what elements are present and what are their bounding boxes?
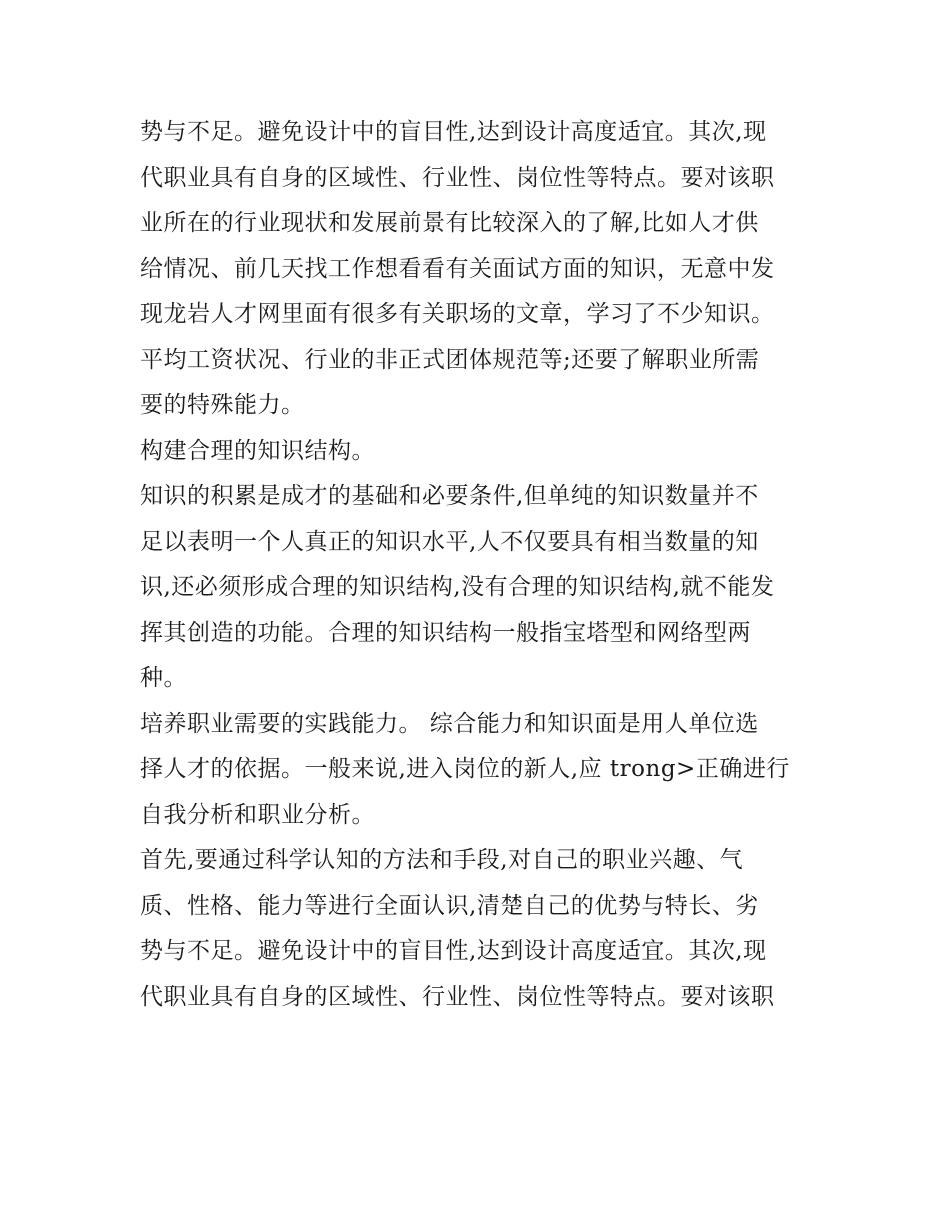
text-line: 足以表明一个人真正的知识水平,人不仅要具有相当数量的知 xyxy=(140,528,759,555)
text-line: 自我分析和职业分析。 xyxy=(140,801,375,828)
text-line: 业所在的行业现状和发展前景有比较深入的了解,比如人才供 xyxy=(140,210,759,236)
text-line: 质、性格、能力等进行全面认识,清楚自己的优势与特长、劣 xyxy=(140,892,759,919)
text-line: 给情况、前几天找工作想看看有关面试方面的知识，无意中发 xyxy=(140,255,775,282)
text-line: 势与不足。避免设计中的盲目性,达到设计高度适宜。其次,现 xyxy=(140,119,767,145)
text-line: 现龙岩人才网里面有很多有关职场的文章，学习了不少知识。 xyxy=(140,301,775,327)
text-line: 代职业具有自身的区域性、行业性、岗位性等特点。要对该职 xyxy=(140,164,775,191)
text-line: 种。 xyxy=(140,665,187,691)
text-line: 知识的积累是成才的基础和必要条件,但单纯的知识数量并不 xyxy=(140,483,759,509)
text-line: 代职业具有自身的区域性、行业性、岗位性等特点。要对该职 xyxy=(140,983,775,1010)
text-line: 平均工资状况、行业的非正式团体规范等;还要了解职业所需 xyxy=(140,346,760,373)
text-line: 首先,要通过科学认知的方法和手段,对自己的职业兴趣、气 xyxy=(140,847,744,873)
text-line: 培养职业需要的实践能力。 综合能力和知识面是用人单位选 xyxy=(140,710,759,737)
text-line: 势与不足。避免设计中的盲目性,达到设计高度适宜。其次,现 xyxy=(140,938,767,964)
text-line: 要的特殊能力。 xyxy=(140,392,305,418)
section-heading: 构建合理的知识结构。 xyxy=(140,437,375,464)
text-line: 择人才的依据。一般来说,进入岗位的新人,应 trong>正确进行 xyxy=(140,756,790,782)
text-line: 识,还必须形成合理的知识结构,没有合理的知识结构,就不能发 xyxy=(140,574,775,600)
text-line: 挥其创造的功能。合理的知识结构一般指宝塔型和网络型两 xyxy=(140,619,751,646)
document-body xyxy=(140,110,830,1020)
